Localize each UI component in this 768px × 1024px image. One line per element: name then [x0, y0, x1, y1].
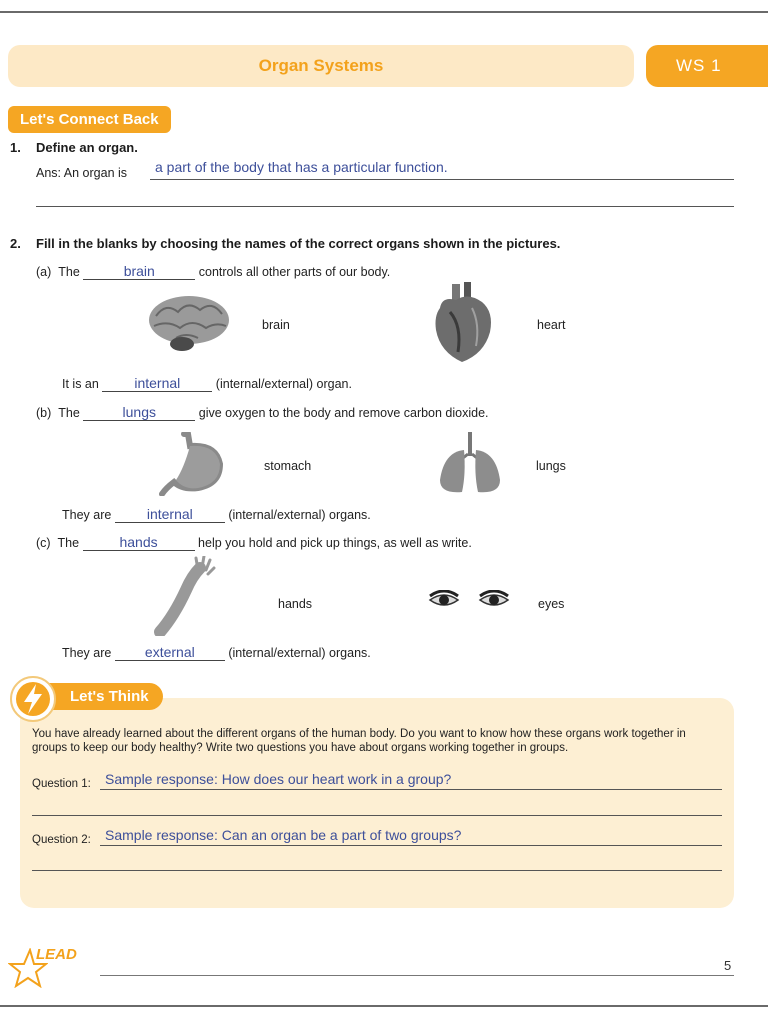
q2b-post: give oxygen to the body and remove carbon dioxide. — [198, 406, 489, 420]
lightning-icon — [12, 678, 54, 720]
q2a-post: controls all other parts of our body. — [198, 265, 391, 279]
think-q1-line — [100, 789, 722, 790]
q2c-line2 — [62, 644, 371, 661]
pic-label-stomach: stomach — [264, 459, 312, 473]
pic-label-heart: heart — [537, 318, 566, 332]
eye-icon — [428, 590, 512, 610]
think-q1-extra-line — [32, 815, 722, 816]
q2b-line2 — [62, 506, 371, 523]
q1-question: Define an organ. — [36, 140, 138, 155]
q1-answer[interactable]: a part of the body that has a particular function. — [155, 159, 448, 175]
brain-icon — [146, 294, 232, 356]
q2c-line1 — [36, 534, 472, 551]
q2c-line2-answer[interactable]: external — [115, 644, 225, 661]
q2c-line2-pre: They are — [62, 646, 112, 660]
q2a-line2-answer[interactable]: internal — [102, 375, 212, 392]
lungs-icon — [436, 430, 504, 498]
bottom-border — [0, 1005, 768, 1007]
q2a-line1 — [36, 263, 390, 280]
q2-question: Fill in the blanks by choosing the names of the correct organs shown in the pictures. — [36, 236, 561, 251]
q1-answer-line — [150, 179, 734, 180]
think-paragraph: You have already learned about the different organs of the human body. Do you want to know how these organs work together in groups to keep our body healthy? Write two questions you have about organs working together in groups. — [32, 728, 686, 754]
q2b-pre: The — [58, 406, 80, 420]
think-q1-answer[interactable]: Sample response: How does our heart work in a group? — [105, 771, 452, 787]
pic-label-hands: hands — [278, 597, 313, 611]
q2b-line1 — [36, 404, 489, 421]
q2c-answer[interactable]: hands — [83, 534, 195, 551]
stomach-icon — [154, 432, 230, 496]
q1-number: 1. — [10, 140, 21, 155]
page-number: 5 — [724, 958, 732, 973]
think-q2-line — [100, 845, 722, 846]
q2a-pre: The — [58, 265, 80, 279]
q1-answer-prefix: Ans: An organ is — [36, 166, 128, 180]
pic-label-eyes: eyes — [538, 597, 565, 611]
lead-logo: LEAD — [36, 946, 77, 963]
section-label-connect-back: Let's Connect Back — [8, 106, 171, 133]
q2a-marker: (a) — [36, 265, 52, 279]
worksheet-tab: WS 1 — [646, 45, 768, 87]
q2b-line2-pre: They are — [62, 508, 112, 522]
page-title: Organ Systems — [8, 45, 634, 87]
q2c-line2-post: (internal/external) organs. — [228, 646, 371, 660]
q2a-line2-pre: It is an — [62, 377, 99, 391]
arm-icon — [154, 556, 216, 636]
pic-label-brain: brain — [262, 318, 290, 332]
q2c-post: help you hold and pick up things, as well as write. — [198, 536, 472, 550]
pic-label-lungs: lungs — [536, 459, 566, 473]
think-q1-label: Question 1: — [32, 778, 91, 790]
q2-number: 2. — [10, 236, 21, 251]
top-border — [0, 11, 768, 13]
q2a-line2-post: (internal/external) organ. — [215, 377, 352, 391]
q2b-answer[interactable]: lungs — [83, 404, 195, 421]
section-label-lets-think: Let's Think — [48, 683, 163, 710]
think-q2-extra-line — [32, 870, 722, 871]
q2c-marker: (c) — [36, 536, 51, 550]
q2c-pre: The — [57, 536, 80, 550]
think-badge — [10, 676, 56, 722]
think-q2-label: Question 2: — [32, 834, 91, 846]
q2b-line2-answer[interactable]: internal — [115, 506, 225, 523]
q2b-line2-post: (internal/external) organs. — [228, 508, 371, 522]
q2a-line2 — [62, 375, 352, 392]
think-q2-answer[interactable]: Sample response: Can an organ be a part of two groups? — [105, 827, 462, 843]
q2a-answer[interactable]: brain — [83, 263, 195, 280]
q1-extra-line — [36, 206, 734, 207]
footer-line — [100, 975, 734, 976]
q2b-marker: (b) — [36, 406, 52, 420]
heart-icon — [432, 282, 496, 366]
